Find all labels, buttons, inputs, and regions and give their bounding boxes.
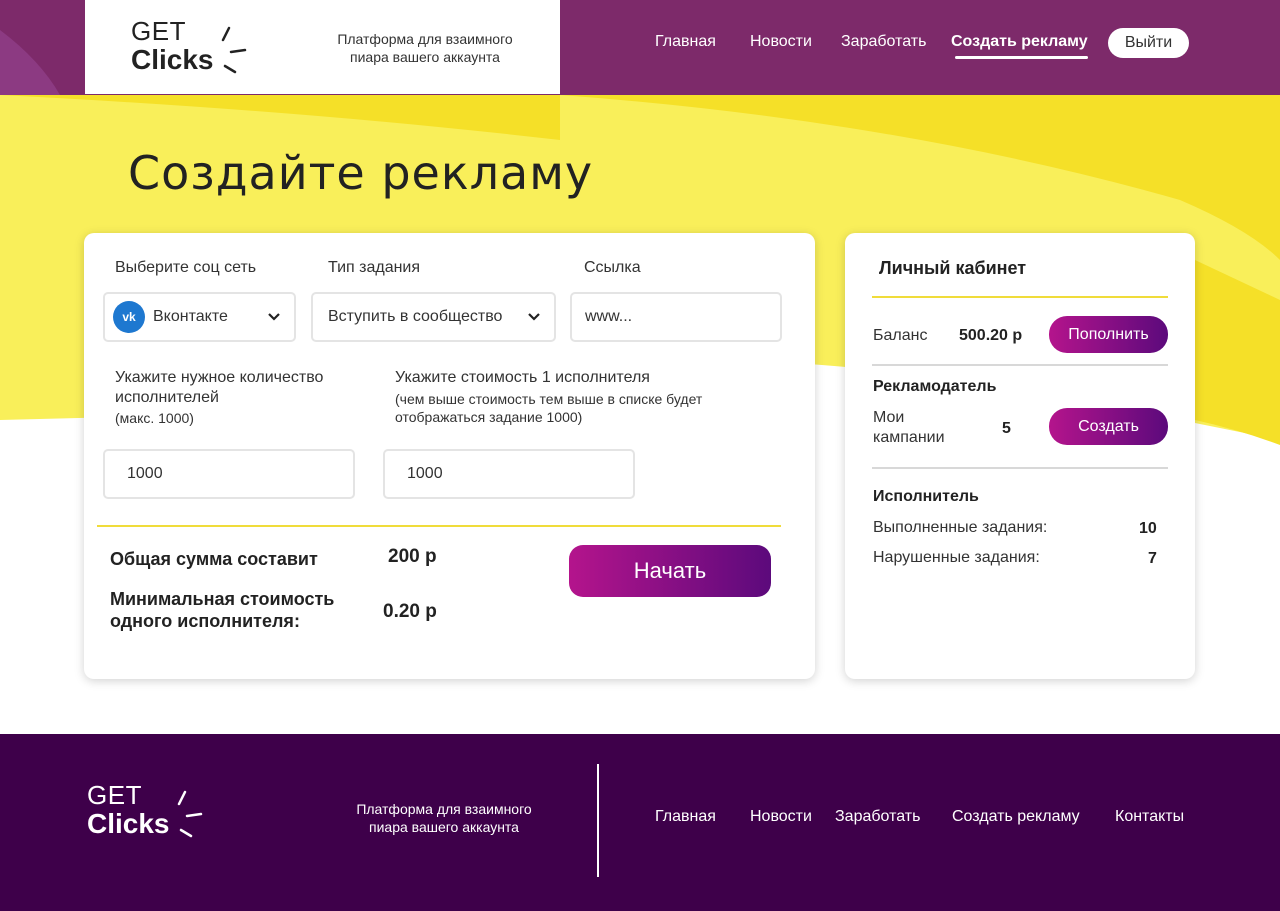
footer-logo[interactable] — [87, 780, 217, 842]
violated-value: 7 — [1148, 550, 1157, 567]
chevron-down-icon — [526, 309, 542, 325]
vk-icon: vk — [113, 301, 145, 333]
cost-hint: (чем выше стоимость тем выше в списке будет отображаться задание 1000) — [395, 391, 703, 425]
logo-get: GET — [131, 16, 186, 46]
header-tagline: Платформа для взаимного пиара вашего аккаунта — [337, 31, 513, 65]
completed-value: 10 — [1139, 520, 1157, 537]
create-ad-form — [84, 233, 815, 679]
campaigns-value: 5 — [1002, 420, 1011, 437]
social-label: Выберите соц сеть — [115, 259, 257, 276]
advertiser-title: Рекламодатель — [873, 378, 997, 395]
quantity-input[interactable] — [103, 449, 355, 499]
quantity-hint: (макс. 1000) — [115, 410, 194, 426]
footer-nav-earn[interactable]: Заработать — [835, 808, 921, 825]
cabinet-title: Личный кабинет — [879, 258, 1027, 278]
logo-clicks: Clicks — [131, 44, 214, 75]
logo-sparkle-icon — [221, 26, 253, 76]
footer-nav-home[interactable]: Главная — [655, 808, 716, 825]
min-cost-value: 0.20 р — [383, 601, 437, 622]
footer-divider — [597, 764, 599, 877]
footer-logo-get: GET — [87, 780, 142, 810]
balance-value: 500.20 р — [959, 327, 1023, 344]
footer-tagline: Платформа для взаимного пиара вашего аккаунта — [356, 801, 532, 835]
total-value: 200 р — [388, 546, 437, 567]
nav-create-ad[interactable]: Создать рекламу — [951, 33, 1088, 50]
footer — [0, 734, 1280, 911]
completed-label: Выполненные задания: — [873, 519, 1048, 536]
logout-button[interactable]: Выйти — [1108, 28, 1189, 58]
chevron-down-icon — [266, 309, 282, 325]
create-campaign-button[interactable]: Создать — [1049, 408, 1168, 445]
cost-label: Укажите стоимость 1 исполнителя — [395, 369, 650, 386]
social-select-value: Вконтакте — [153, 308, 228, 325]
link-label: Ссылка — [584, 259, 641, 276]
advertiser-divider — [872, 467, 1168, 469]
link-input-placeholder: www... — [585, 308, 633, 325]
personal-cabinet — [845, 233, 1195, 679]
page-title: Создайте рекламу — [128, 146, 594, 200]
performer-title: Исполнитель — [873, 488, 979, 505]
violated-label: Нарушенные задания: — [873, 549, 1040, 566]
nav-home[interactable]: Главная — [655, 33, 716, 50]
cost-input[interactable] — [383, 449, 635, 499]
footer-nav-news[interactable]: Новости — [750, 808, 812, 825]
quantity-input-value: 1000 — [127, 465, 163, 482]
topup-button[interactable]: Пополнить — [1049, 316, 1168, 353]
footer-nav-create-ad[interactable]: Создать рекламу — [952, 808, 1080, 825]
task-type-label: Тип задания — [328, 259, 421, 276]
logo-sparkle-icon — [177, 790, 209, 840]
cost-input-value: 1000 — [407, 465, 443, 482]
footer-nav-contacts[interactable]: Контакты — [1115, 808, 1185, 825]
social-select[interactable] — [103, 292, 296, 342]
quantity-label: Укажите нужное количество исполнителей — [115, 369, 324, 406]
nav-news[interactable]: Новости — [750, 33, 812, 50]
total-label: Общая сумма составит — [110, 549, 318, 569]
footer-logo-clicks: Clicks — [87, 808, 170, 839]
logo[interactable] — [131, 16, 261, 78]
form-divider — [97, 525, 781, 527]
min-cost-label: Минимальная стоимость одного исполнителя: — [110, 589, 335, 631]
campaigns-label: Мои кампании — [873, 409, 945, 446]
task-type-select-value: Вступить в сообщество — [328, 308, 503, 325]
start-button[interactable]: Начать — [569, 545, 771, 597]
link-input[interactable] — [570, 292, 782, 342]
cabinet-divider — [872, 296, 1168, 298]
nav-earn[interactable]: Заработать — [841, 33, 927, 50]
balance-divider — [872, 364, 1168, 366]
task-type-select[interactable] — [311, 292, 556, 342]
header — [0, 0, 1280, 90]
logo-box — [85, 0, 560, 94]
balance-label: Баланс — [873, 327, 928, 344]
